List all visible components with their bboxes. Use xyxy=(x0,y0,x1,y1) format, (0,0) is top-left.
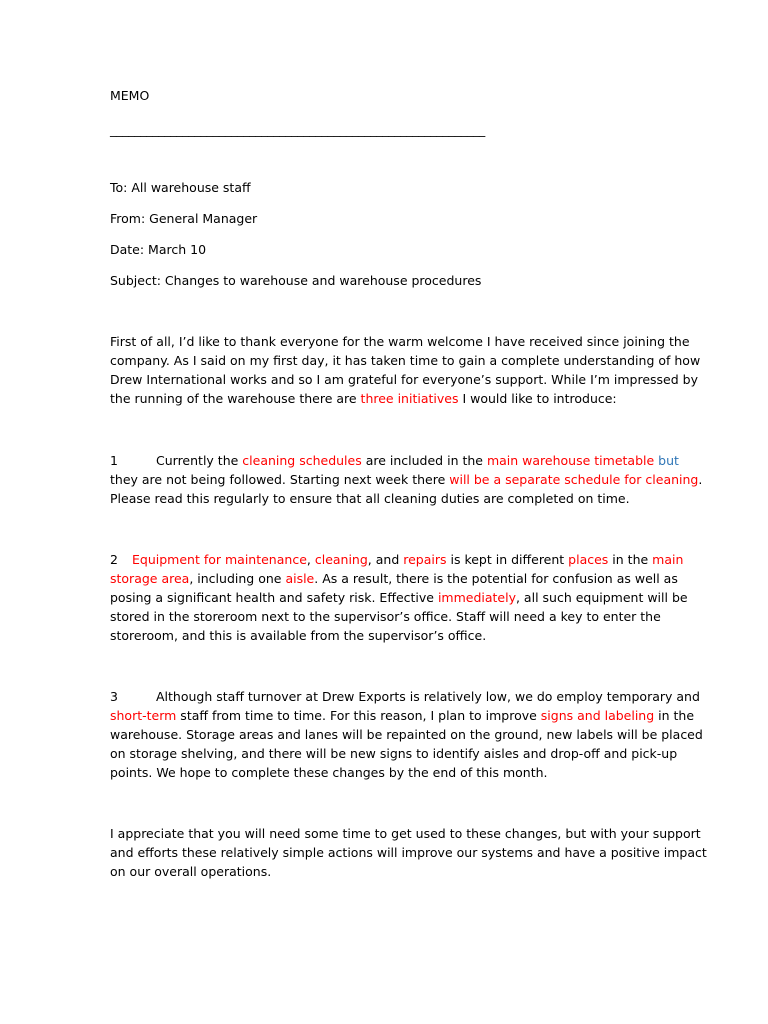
highlight-red: storage area xyxy=(110,571,190,586)
text-run: . As a result, there is the potential for confusion as well as xyxy=(314,571,678,586)
item-number: 2 xyxy=(110,552,118,567)
text-run: the running of the warehouse there are xyxy=(110,391,361,406)
text-run: . xyxy=(698,472,703,487)
closing-line: I appreciate that you will need some time to get used to these changes, but with your support xyxy=(110,826,701,841)
highlight-red: Equipment for maintenance xyxy=(132,552,307,567)
item1-line xyxy=(110,451,679,470)
item3-line: on storage shelving, and there will be new signs to identify aisles and drop-off and pick-up xyxy=(110,746,678,761)
text-run: they are not being followed. Starting next week there xyxy=(110,472,450,487)
item2-line xyxy=(110,588,688,607)
text-run: , all such equipment will be xyxy=(515,590,688,605)
highlight-red: aisle xyxy=(285,571,315,586)
intro-line: company. As I said on my first day, it has taken time to gain a complete understanding of how xyxy=(110,353,701,368)
text-run: , including one xyxy=(189,571,286,586)
text-run: posing a significant health and safety risk. Effective xyxy=(110,590,438,605)
memo-subject: Subject: Changes to warehouse and warehouse procedures xyxy=(110,273,482,288)
memo-title: MEMO xyxy=(110,88,150,103)
intro-line: Drew International works and so I am grateful for everyone’s support. While I’m impressed by xyxy=(110,372,698,387)
item-number: 1 xyxy=(110,453,118,468)
item2-line: storeroom, and this is available from the supervisor’s office. xyxy=(110,628,487,643)
highlight-red: cleaning schedules xyxy=(242,453,362,468)
item3-line: points. We hope to complete these changes by the end of this month. xyxy=(110,765,548,780)
closing-line: on our overall operations. xyxy=(110,864,272,879)
text-run: in the xyxy=(654,708,695,723)
closing-line: and efforts these relatively simple actions will improve our systems and have a positive impact xyxy=(110,845,707,860)
item2-line xyxy=(110,569,678,588)
highlight-red: main warehouse timetable xyxy=(486,453,655,468)
text-run: , and xyxy=(367,552,404,567)
item2-line: stored in the storeroom next to the supervisor’s office. Staff will need a key to enter the xyxy=(110,609,661,624)
item3-line xyxy=(110,706,694,725)
highlight-red: main xyxy=(652,552,684,567)
highlight-red: will be a separate schedule for cleaning xyxy=(449,472,699,487)
text-run: is kept in different xyxy=(446,552,569,567)
text-run: I would like to introduce: xyxy=(458,391,617,406)
text-run: , xyxy=(306,552,315,567)
memo-from: From: General Manager xyxy=(110,211,258,226)
item2-line xyxy=(110,550,683,569)
intro-line xyxy=(110,389,617,408)
highlight-red: immediately xyxy=(437,590,516,605)
memo-date: Date: March 10 xyxy=(110,242,207,257)
item-number: 3 xyxy=(110,689,118,704)
highlight-red: short-term xyxy=(110,708,177,723)
intro-line: First of all, I’d like to thank everyone for the warm welcome I have received since joining the xyxy=(110,334,690,349)
item3-line: warehouse. Storage areas and lanes will be repainted on the ground, new labels will be placed xyxy=(110,727,703,742)
text-run: Currently the xyxy=(156,453,243,468)
text-run: staff from time to time. For this reason, I plan to improve xyxy=(176,708,541,723)
highlight-blue: but xyxy=(658,453,679,468)
item1-line: Please read this regularly to ensure that all cleaning duties are completed on time. xyxy=(110,491,630,506)
text-run: Although staff turnover at Drew Exports is relatively low, we do employ temporary and xyxy=(156,689,700,704)
title-rule: ______________________________________________________________ xyxy=(110,122,486,137)
text-run: are included in the xyxy=(361,453,487,468)
highlight-red: signs and labeling xyxy=(540,708,655,723)
highlight-red: places xyxy=(568,552,609,567)
highlight-red: repairs xyxy=(403,552,447,567)
item1-line xyxy=(110,470,702,489)
memo-to: To: All warehouse staff xyxy=(110,180,251,195)
item3-line xyxy=(110,687,700,706)
text-run: in the xyxy=(608,552,653,567)
highlight-red: three initiatives xyxy=(360,391,459,406)
highlight-red: cleaning xyxy=(314,552,368,567)
